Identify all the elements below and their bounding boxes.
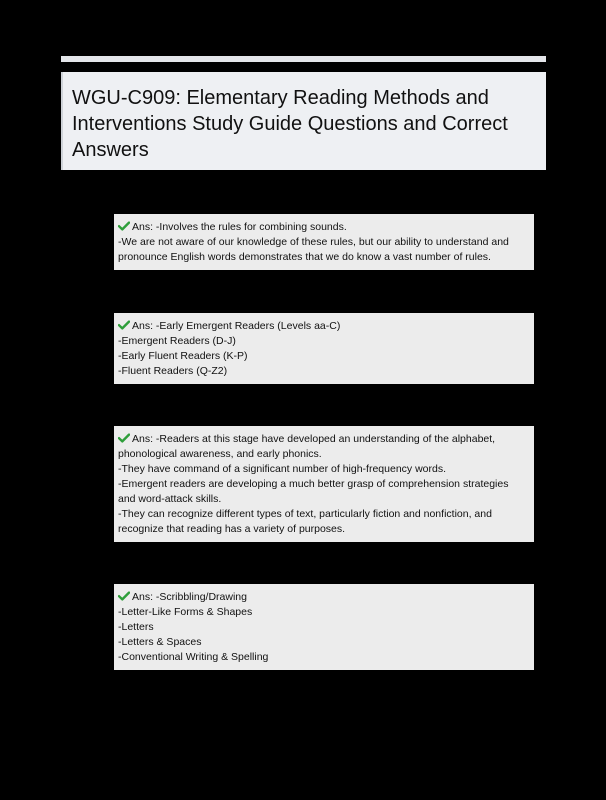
title-line-1: WGU-C909: Elementary Reading Methods and: [72, 87, 489, 109]
answer-line: -Letter-Like Forms & Shapes: [118, 606, 253, 618]
answer-line: -Early Fluent Readers (K-P): [118, 350, 248, 362]
answer-line: -They can recognize different types of text, particularly fiction and nonfiction, and: [118, 508, 492, 520]
answer-line: -We are not aware of our knowledge of these rules, but our ability to understand and: [118, 236, 509, 248]
answer-line: -Emergent Readers (D-J): [118, 335, 236, 347]
answer-box-3: [114, 426, 534, 542]
check-icon: [118, 221, 130, 231]
answer-box-1: [114, 214, 534, 270]
answer-line: recognize that reading has a variety of purposes.: [118, 523, 346, 535]
top-divider: [61, 56, 546, 62]
check-icon: [118, 591, 130, 601]
answer-box-2: [114, 313, 534, 384]
answer-line: Ans: -Readers at this stage have developed an understanding of the alphabet,: [118, 432, 530, 447]
answer-line: phonological awareness, and early phonics.: [118, 448, 322, 460]
answer-line: Ans: -Scribbling/Drawing: [118, 590, 530, 605]
answer-line: -Letters & Spaces: [118, 636, 202, 648]
title-box: [61, 72, 546, 170]
answer-line: -Conventional Writing & Spelling: [118, 651, 269, 663]
answer-line: -Emergent readers are developing a much better grasp of comprehension strategies: [118, 478, 509, 490]
answer-line: pronounce English words demonstrates that we do know a vast number of rules.: [118, 251, 491, 263]
answer-line: -Fluent Readers (Q-Z2): [118, 365, 228, 377]
check-icon: [118, 320, 130, 330]
answer-line: -Letters: [118, 621, 154, 633]
title-line-2: Interventions Study Guide Questions and Correct: [72, 113, 508, 135]
check-icon: [118, 433, 130, 443]
answer-line: -They have command of a significant number of high-frequency words.: [118, 463, 446, 475]
title-line-3: Answers: [72, 139, 149, 161]
answer-line: Ans: -Involves the rules for combining sounds.: [118, 220, 530, 235]
answer-line: and word-attack skills.: [118, 493, 222, 505]
page-title: [72, 85, 538, 163]
answer-box-4: [114, 584, 534, 670]
answer-line: Ans: -Early Emergent Readers (Levels aa-C): [118, 319, 530, 334]
